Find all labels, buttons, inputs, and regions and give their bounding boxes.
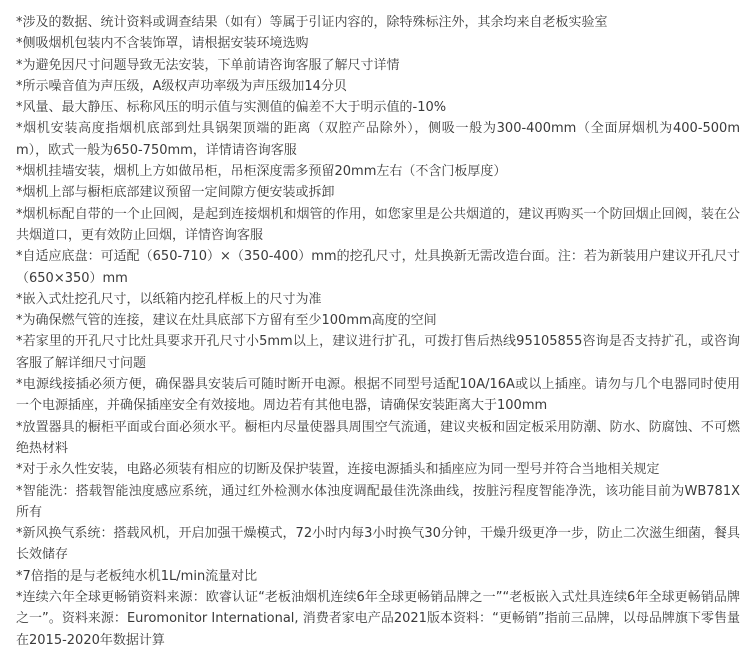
footnote-power-socket: *电源线接插必须方便，确保器具安装后可随时断开电源。根据不同型号适配10A/16A或以上插座。请勿与几个电器同时使用一个电源插座，并确保插座安全有效接地。周边若有其他电器，请确保安装距离大于100mm [16, 377, 740, 414]
footnote-hood-height: *烟机安装高度指烟机底部到灶具锅架顶端的距离（双腔产品除外），侧吸一般为300-400mm（全面屏烟机为400-500mm），欧式一般为650-750mm，详情请咨询客服 [16, 121, 740, 158]
footnote-cutout-template: *嵌入式灶挖孔尺寸，以纸箱内挖孔样板上的尺寸为准 [16, 291, 322, 307]
footnote-flow-comparison: *7倍指的是与老板纯水机1L/min流量对比 [16, 568, 258, 584]
footnote-check-valve: *烟机标配自带的一个止回阀，是起到连接烟机和烟管的作用，如您家里是公共烟道的，建议再购买一个防回烟止回阀，装在公共烟道口，更有效防止回烟，详情咨询客服 [16, 206, 740, 243]
footnote-gas-pipe: *为确保燃气管的连接，建议在灶具底部下方留有至少100mm高度的空间 [16, 313, 437, 329]
footnote-airflow-deviation: *风量、最大静压、标称风压的明示值与实测值的偏差不大于明示值的-10% [16, 100, 447, 116]
footnote-smart-wash: *智能洗：搭载智能浊度感应系统，通过红外检测水体浊度调配最佳洗涤曲线，按脏污程度智能净洗，该功能目前为WB781X所有 [16, 483, 740, 520]
footnote-packaging: *侧吸烟机包装内不含装饰罩，请根据安装环境选购 [16, 36, 309, 52]
footnote-data-source: *涉及的数据、统计资料或调查结果（如有）等属于引证内容的，除特殊标注外，其余均来自老板实验室 [16, 15, 608, 30]
footnote-gap: *烟机上部与橱柜底部建议预留一定间隙方便安装或拆卸 [16, 185, 335, 201]
footnote-cutout-expand: *若家里的开孔尺寸比灶具要求开孔尺寸小5mm以上，建议进行扩孔，可拨打售后热线95105855咨询是否支持扩孔，或咨询客服了解详细尺寸问题 [16, 334, 740, 371]
footnote-adaptive-chassis: *自适应底盘：可适配（650-710）×（350-400）mm的挖孔尺寸，灶具换新无需改造台面。注：若为新装用户建议开孔尺寸（650×350）mm [16, 249, 740, 286]
footnote-permanent-install: *对于永久性安装，电路必须装有相应的切断及保护装置，连接电源插头和插座应为同一型号并符合当地相关规定 [16, 462, 660, 478]
footnote-fresh-air: *新风换气系统：搭载风机，开启加强干燥模式，72小时内每3小时换气30分钟，干燥升级更净一步，防止二次滋生细菌，餐具长效储存 [16, 526, 740, 563]
footnote-wall-mount: *烟机挂墙安装，烟机上方如做吊柜，吊柜深度需多预留20mm左右（不含门板厚度） [16, 164, 507, 180]
footnote-noise: *所示噪音值为声压级，A级权声功率级为声压级加14分贝 [16, 78, 347, 94]
footnotes-list [16, 12, 740, 651]
footnote-size-consult: *为避免因尺寸问题导致无法安装，下单前请咨询客服了解尺寸详情 [16, 57, 400, 73]
footnote-market-source: *连续六年全球更畅销资料来源：欧睿认证“老板油烟机连续6年全球更畅销品牌之一”“老板嵌入式灶具连续6年全球更畅销品牌之一”。资料来源：Euromonitor International, 消费者家电产品2021版本资料：“更畅销”指前三品牌，以母品牌旗下零售量在2015-2020年数据计算 [16, 590, 740, 648]
footnote-cabinet-level: *放置器具的橱柜平面或台面必须水平。橱柜内尽量使器具周围空气流通，建议夹板和固定板采用防潮、防水、防腐蚀、不可燃绝热材料 [16, 419, 740, 456]
